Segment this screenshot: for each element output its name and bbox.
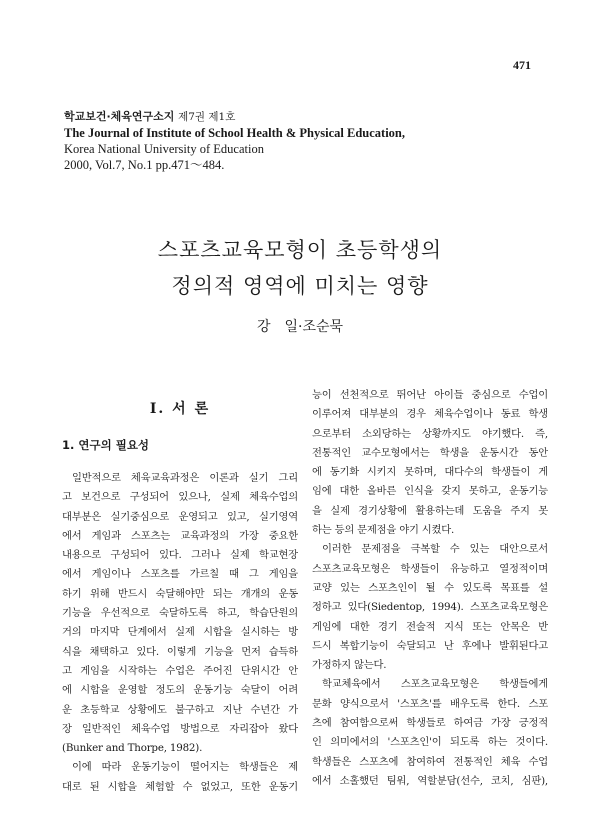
journal-en-title: The Journal of Institute of School Health & Physical Education, (64, 126, 405, 140)
text-line: 가정하지 않는다. (312, 659, 387, 672)
paragraph (312, 540, 548, 675)
text-line: 게임에 대한 경기 전술적 지식 또는 안목은 반 (312, 620, 548, 633)
text-line: 교양 있는 스포츠인이 될 수 있도록 목표를 설 (312, 581, 548, 594)
text-line: 임에 대한 올바른 인식을 갖지 못하고, 운동기능 (312, 485, 548, 498)
text-line: 하기 위해 반드시 숙달해야만 되는 개개의 운동 (62, 587, 298, 600)
text-line: 학교체육에서 스포츠교육모형은 학생들에게 (322, 678, 548, 691)
text-line: 대부분은 실기중심으로 운영되고 있고, 실기영역 (62, 510, 298, 523)
paragraph (312, 386, 548, 540)
paragraph (62, 758, 298, 797)
text-line: 정하고 있다(Siedentop, 1994). 스포츠교육모형은 (312, 601, 548, 614)
text-line: 에서 게임이나 스포츠를 가르칠 때 그 게임을 (62, 568, 298, 581)
text-line: 스포츠교육모형은 학생들이 유능하고 열정적이며 (312, 562, 548, 575)
text-line: (Bunker and Thorpe, 1982). (62, 742, 203, 755)
paper-title-line-1: 스포츠교육모형이 초등학생의 (157, 238, 443, 262)
text-line: 학생들은 스포츠에 참여하여 전통적인 체육 수업 (312, 755, 548, 768)
journal-kr-title: 학교보건·체육연구소지 (64, 110, 175, 123)
text-line: 능이 선천적으로 뛰어난 아이들 중심으로 수업이 (312, 389, 548, 401)
text-line: 일반적으로 체육교육과정은 이론과 실기 그리 (72, 472, 298, 484)
paper-title-line-2: 정의적 영역에 미치는 영향 (171, 274, 429, 298)
paragraph (312, 675, 548, 791)
section-heading: Ⅰ. 서 론 (149, 401, 211, 417)
journal-university: Korea National University of Education (64, 142, 264, 156)
text-line: 운 초등학교 상황에도 불구하고 지난 수년간 가 (62, 703, 298, 716)
text-line: 에서 소홀했던 팀워, 역할분담(선수, 코치, 심판), (312, 774, 548, 787)
left-column (62, 398, 298, 797)
text-line: 내용으로 구성되어 있다. 그러나 실제 학교현장 (62, 549, 298, 562)
text-line: 에 시합을 운영할 정도의 운동기능 숙달이 어려 (62, 684, 298, 697)
right-column (312, 386, 548, 791)
page-number: 471 (513, 58, 531, 72)
journal-kr-line (64, 108, 544, 125)
text-line: 츠에 참여함으로써 학생들로 하여금 가장 긍정적 (312, 717, 548, 730)
text-line: 고 보건으로 구성되어 있으나, 실제 체육수업의 (62, 491, 298, 504)
paragraph (62, 469, 298, 758)
paper-authors: 강 일·조순묵 (256, 319, 344, 335)
text-line: 대로 된 시합을 체험할 수 없었고, 또한 운동기 (62, 780, 298, 793)
text-line: 문화 양식으로서 '스포츠'를 배우도록 한다. 스포 (312, 697, 548, 710)
text-line: 드시 복합기능이 숙달되고 난 후에나 발휘된다고 (312, 639, 548, 652)
text-line: 이러한 문제점을 극복할 수 있는 대안으로서 (322, 543, 548, 556)
text-line: 거의 마지막 단계에서 실제 시합을 실시하는 방 (62, 626, 298, 639)
text-line: 장 일반적인 체육수업 방법으로 자리잡아 왔다 (62, 722, 298, 735)
journal-citation: 2000, Vol.7, No.1 pp.471～484. (64, 158, 225, 172)
journal-kr-volume: 제7권 제1호 (178, 111, 236, 123)
paper-title (0, 232, 600, 304)
text-line: 이에 따라 운동기능이 떨어지는 학생들은 제 (72, 761, 298, 774)
text-line: 식을 채택하고 있다. 이렇게 기능을 먼저 습득하 (62, 645, 298, 658)
text-line: 이루어져 대부분의 경우 체육수업이나 동료 학생 (312, 408, 548, 421)
text-line: 에 동기화 시키지 못하며, 대다수의 학생들이 게 (312, 466, 548, 479)
text-line: 전통적인 교수모형에서는 학생을 운동시간 동안 (312, 446, 548, 459)
text-line: 을 실제 경기상황에 활용하는데 도움을 주지 못 (312, 504, 548, 517)
text-line: 인 의미에서의 '스포츠인'이 되도록 하는 것이다. (312, 736, 548, 749)
text-line: 에서 게임과 스포츠는 교육과정의 가장 중요한 (62, 529, 298, 542)
text-line: 기능을 우선적으로 숙달하도록 하고, 학습단원의 (62, 607, 298, 620)
text-line: 고 게임을 시작하는 수업은 주어진 단위시간 안 (62, 664, 298, 677)
text-line: 하는 등의 문제점을 야기 시켰다. (312, 524, 455, 537)
text-line: 으로부터 소외당하는 상황까지도 야기했다. 즉, (312, 427, 548, 440)
journal-header (64, 108, 544, 173)
subsection-heading: 1. 연구의 필요성 (62, 438, 150, 452)
